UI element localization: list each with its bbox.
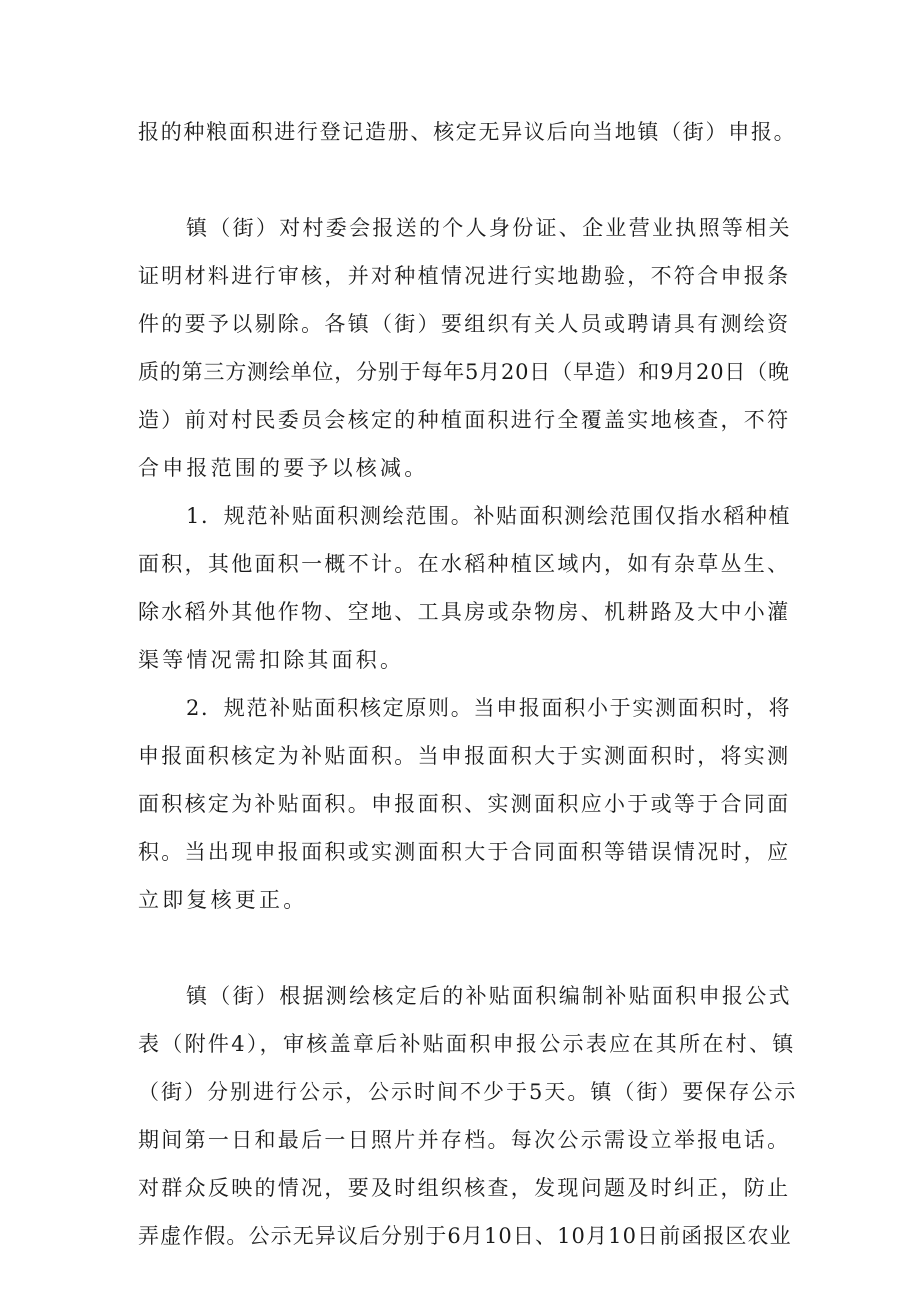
paragraph-line: 镇（街）对村委会报送的个人身份证、企业营业执照等相关 (186, 216, 792, 240)
paragraph-line: 证明材料进行审核，并对种植情况进行实地勘验，不符合申报条 (138, 264, 791, 288)
numbered-item-1: 1．规范补贴面积测绘范围。补贴面积测绘范围仅指水稻种植 (186, 504, 792, 528)
numbered-item-2: 2．规范补贴面积核定原则。当申报面积小于实测面积时，将 (186, 696, 792, 720)
paragraph-line: 除水稻外其他作物、空地、工具房或杂物房、机耕路及大中小灌 (138, 600, 791, 624)
paragraph-line: 渠等情况需扣除其面积。 (138, 648, 405, 672)
paragraph-line: 面积核定为补贴面积。申报面积、实测面积应小于或等于合同面 (138, 792, 791, 816)
paragraph-line: 质的第三方测绘单位，分别于每年5月20日（早造）和9月20日（晚 (138, 360, 790, 384)
paragraph-continuation-line: 报的种粮面积进行登记造册、核定无异议后向当地镇（街）申报。 (138, 120, 797, 144)
paragraph-line: 期间第一日和最后一日照片并存档。每次公示需设立举报电话。 (138, 1128, 791, 1152)
section-heading-3 (186, 933, 846, 963)
paragraph-line: 立即复核更正。 (138, 888, 308, 912)
paragraph-line: 对群众反映的情况，要及时组织核查，发现问题及时纠正，防止 (138, 1176, 791, 1200)
paragraph-line: 申报面积核定为补贴面积。当申报面积大于实测面积时，将实测 (138, 744, 791, 768)
paragraph-line: 镇（街）根据测绘核定后的补贴面积编制补贴面积申报公式 (186, 984, 792, 1008)
paragraph-line: 件的要予以剔除。各镇（街）要组织有关人员或聘请具有测绘资 (138, 312, 791, 336)
paragraph-line: 合申报范围的要予以核减。 (138, 456, 429, 480)
paragraph-line: 弄虚作假。公示无异议后分别于6月10日、10月10日前函报区农业 (138, 1224, 792, 1248)
paragraph-line: 积。当出现申报面积或实测面积大于合同面积等错误情况时，应 (138, 840, 791, 864)
paragraph-line: （街）分别进行公示，公示时间不少于5天。镇（街）要保存公示 (138, 1080, 798, 1104)
section-heading-2 (186, 165, 846, 195)
paragraph-line: 表（附件4），审核盖章后补贴面积申报公示表应在其所在村、镇 (138, 1032, 796, 1056)
paragraph-line: 面积，其他面积一概不计。在水稻种植区域内，如有杂草丛生、 (138, 552, 791, 576)
paragraph-line: 造）前对村民委员会核定的种植面积进行全覆盖实地核查，不符 (138, 408, 791, 432)
